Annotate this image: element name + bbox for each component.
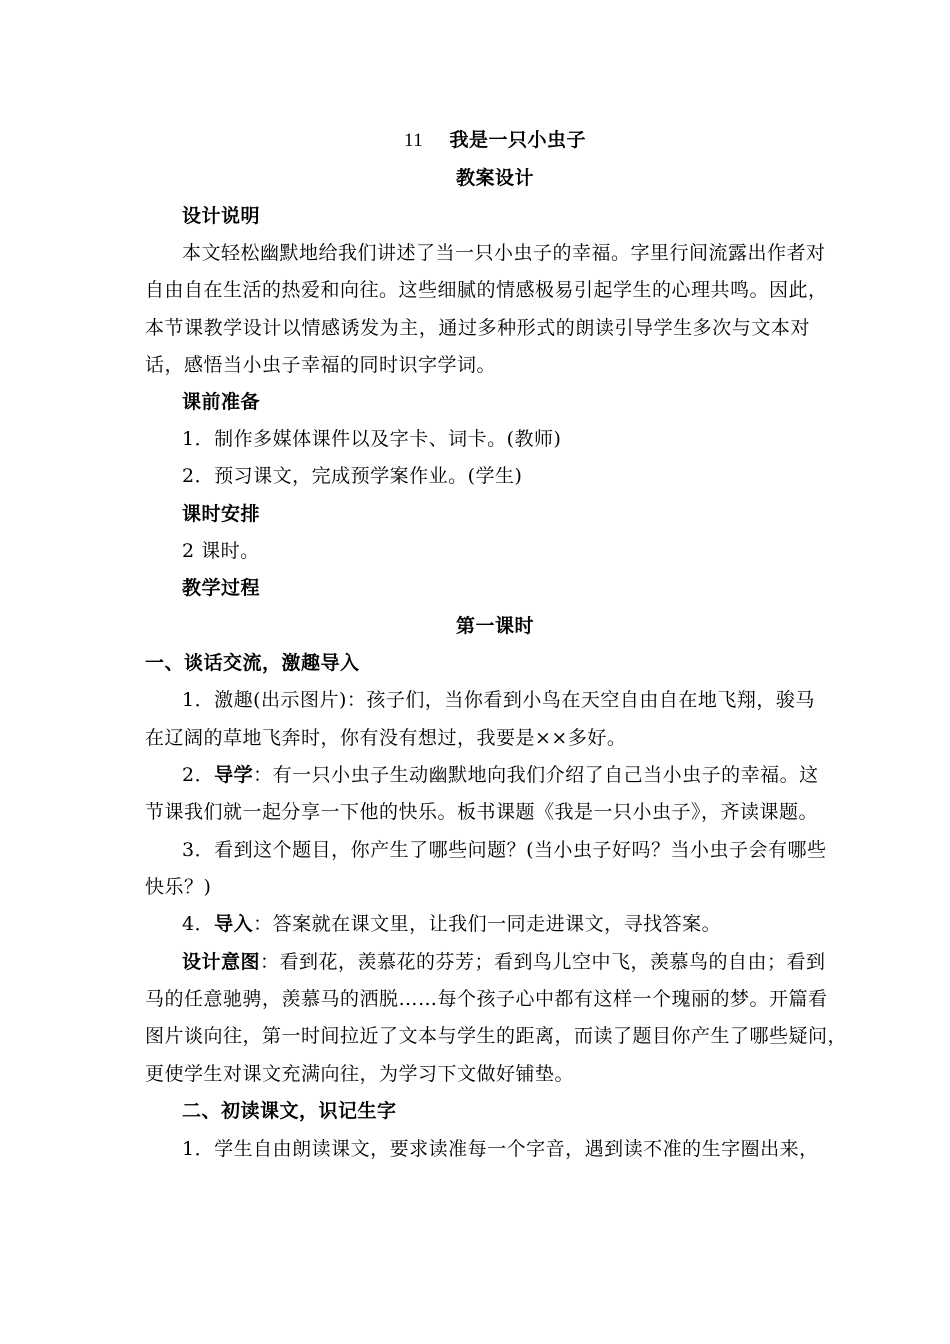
section-1-p4 [182, 912, 810, 936]
schedule-text: 2 课时。 [182, 540, 260, 562]
section-1-p4-rest: ：答案就在课文里，让我们一同走进课文，寻找答案。 [253, 913, 722, 935]
design-intent-line-1-rest: ：看到花，羡慕花的芬芳；看到鸟儿空中飞，羡慕鸟的自由；看到 [260, 951, 826, 973]
section-2-p1-line-1: 1．学生自由朗读课文，要求读准每一个字音，遇到读不准的生字圈出来， [182, 1138, 819, 1160]
section-1-p4-lead: 导入 [214, 913, 254, 935]
design-note-line-1: 本文轻松幽默地给我们讲述了当一只小虫子的幸福。字里行间流露出作者对 [182, 242, 826, 264]
design-note-line-4: 话，感悟当小虫子幸福的同时识字学词。 [145, 354, 497, 376]
section-1-p2-lead: 导学 [214, 764, 254, 786]
lesson-title-text: 我是一只小虫子 [449, 129, 586, 151]
lesson-title [145, 128, 845, 152]
design-note-line-3: 本节课教学设计以情感诱发为主，通过多种形式的朗读引导学生多次与文本对 [145, 317, 810, 339]
preparation-item-2: 2．预习课文，完成预学案作业。(学生) [182, 465, 523, 487]
page-subtitle: 教案设计 [455, 167, 534, 189]
section-1-p4-prefix: 4． [182, 913, 215, 935]
section-1-p2-line-1 [182, 763, 819, 787]
design-intent-lead: 设计意图 [182, 951, 261, 973]
process-heading: 教学过程 [182, 577, 261, 599]
preparation-heading: 课前准备 [182, 391, 261, 413]
schedule-heading: 课时安排 [182, 503, 261, 525]
section-1-p2-prefix: 2． [182, 764, 215, 786]
section-1-p2-line-1-rest: ：有一只小虫子生动幽默地向我们介绍了自己当小虫子的幸福。这 [253, 764, 819, 786]
section-1-p3-line-1: 3．看到这个题目，你产生了哪些问题？(当小虫子好吗？当小虫子会有哪些 [182, 839, 827, 861]
section-1-p1-line-1: 1．激趣(出示图片)：孩子们，当你看到小鸟在天空自由自在地飞翔，骏马 [182, 689, 815, 711]
design-intent-line-1 [182, 950, 826, 974]
section-1-p3-line-2: 快乐？) [145, 876, 212, 898]
lesson-number: 11 [404, 130, 424, 151]
lesson-period-title: 第一课时 [455, 615, 534, 637]
design-intent-line-3: 图片谈向往，第一时间拉近了文本与学生的距离，而读了题目你产生了哪些疑问， [145, 1025, 848, 1047]
design-intent-line-4: 更使学生对课文充满向往，为学习下文做好铺垫。 [145, 1063, 575, 1085]
design-note-line-2: 自由自在生活的热爱和向往。这些细腻的情感极易引起学生的心理共鸣。因此， [145, 279, 828, 301]
section-2-heading: 二、初读课文，识记生字 [182, 1100, 397, 1122]
design-intent-line-2: 马的任意驰骋，羡慕马的洒脱……每个孩子心中都有这样一个瑰丽的梦。开篇看 [145, 988, 828, 1010]
design-note-heading: 设计说明 [182, 205, 261, 227]
section-1-heading: 一、谈话交流，激趣导入 [145, 652, 360, 674]
section-1-p1-line-2: 在辽阔的草地飞奔时，你有没有想过，我要是××多好。 [145, 727, 627, 749]
section-1-p2-line-2: 节课我们就一起分享一下他的快乐。板书课题《我是一只小虫子》，齐读课题。 [145, 801, 819, 823]
preparation-item-1: 1．制作多媒体课件以及字卡、词卡。(教师) [182, 428, 562, 450]
